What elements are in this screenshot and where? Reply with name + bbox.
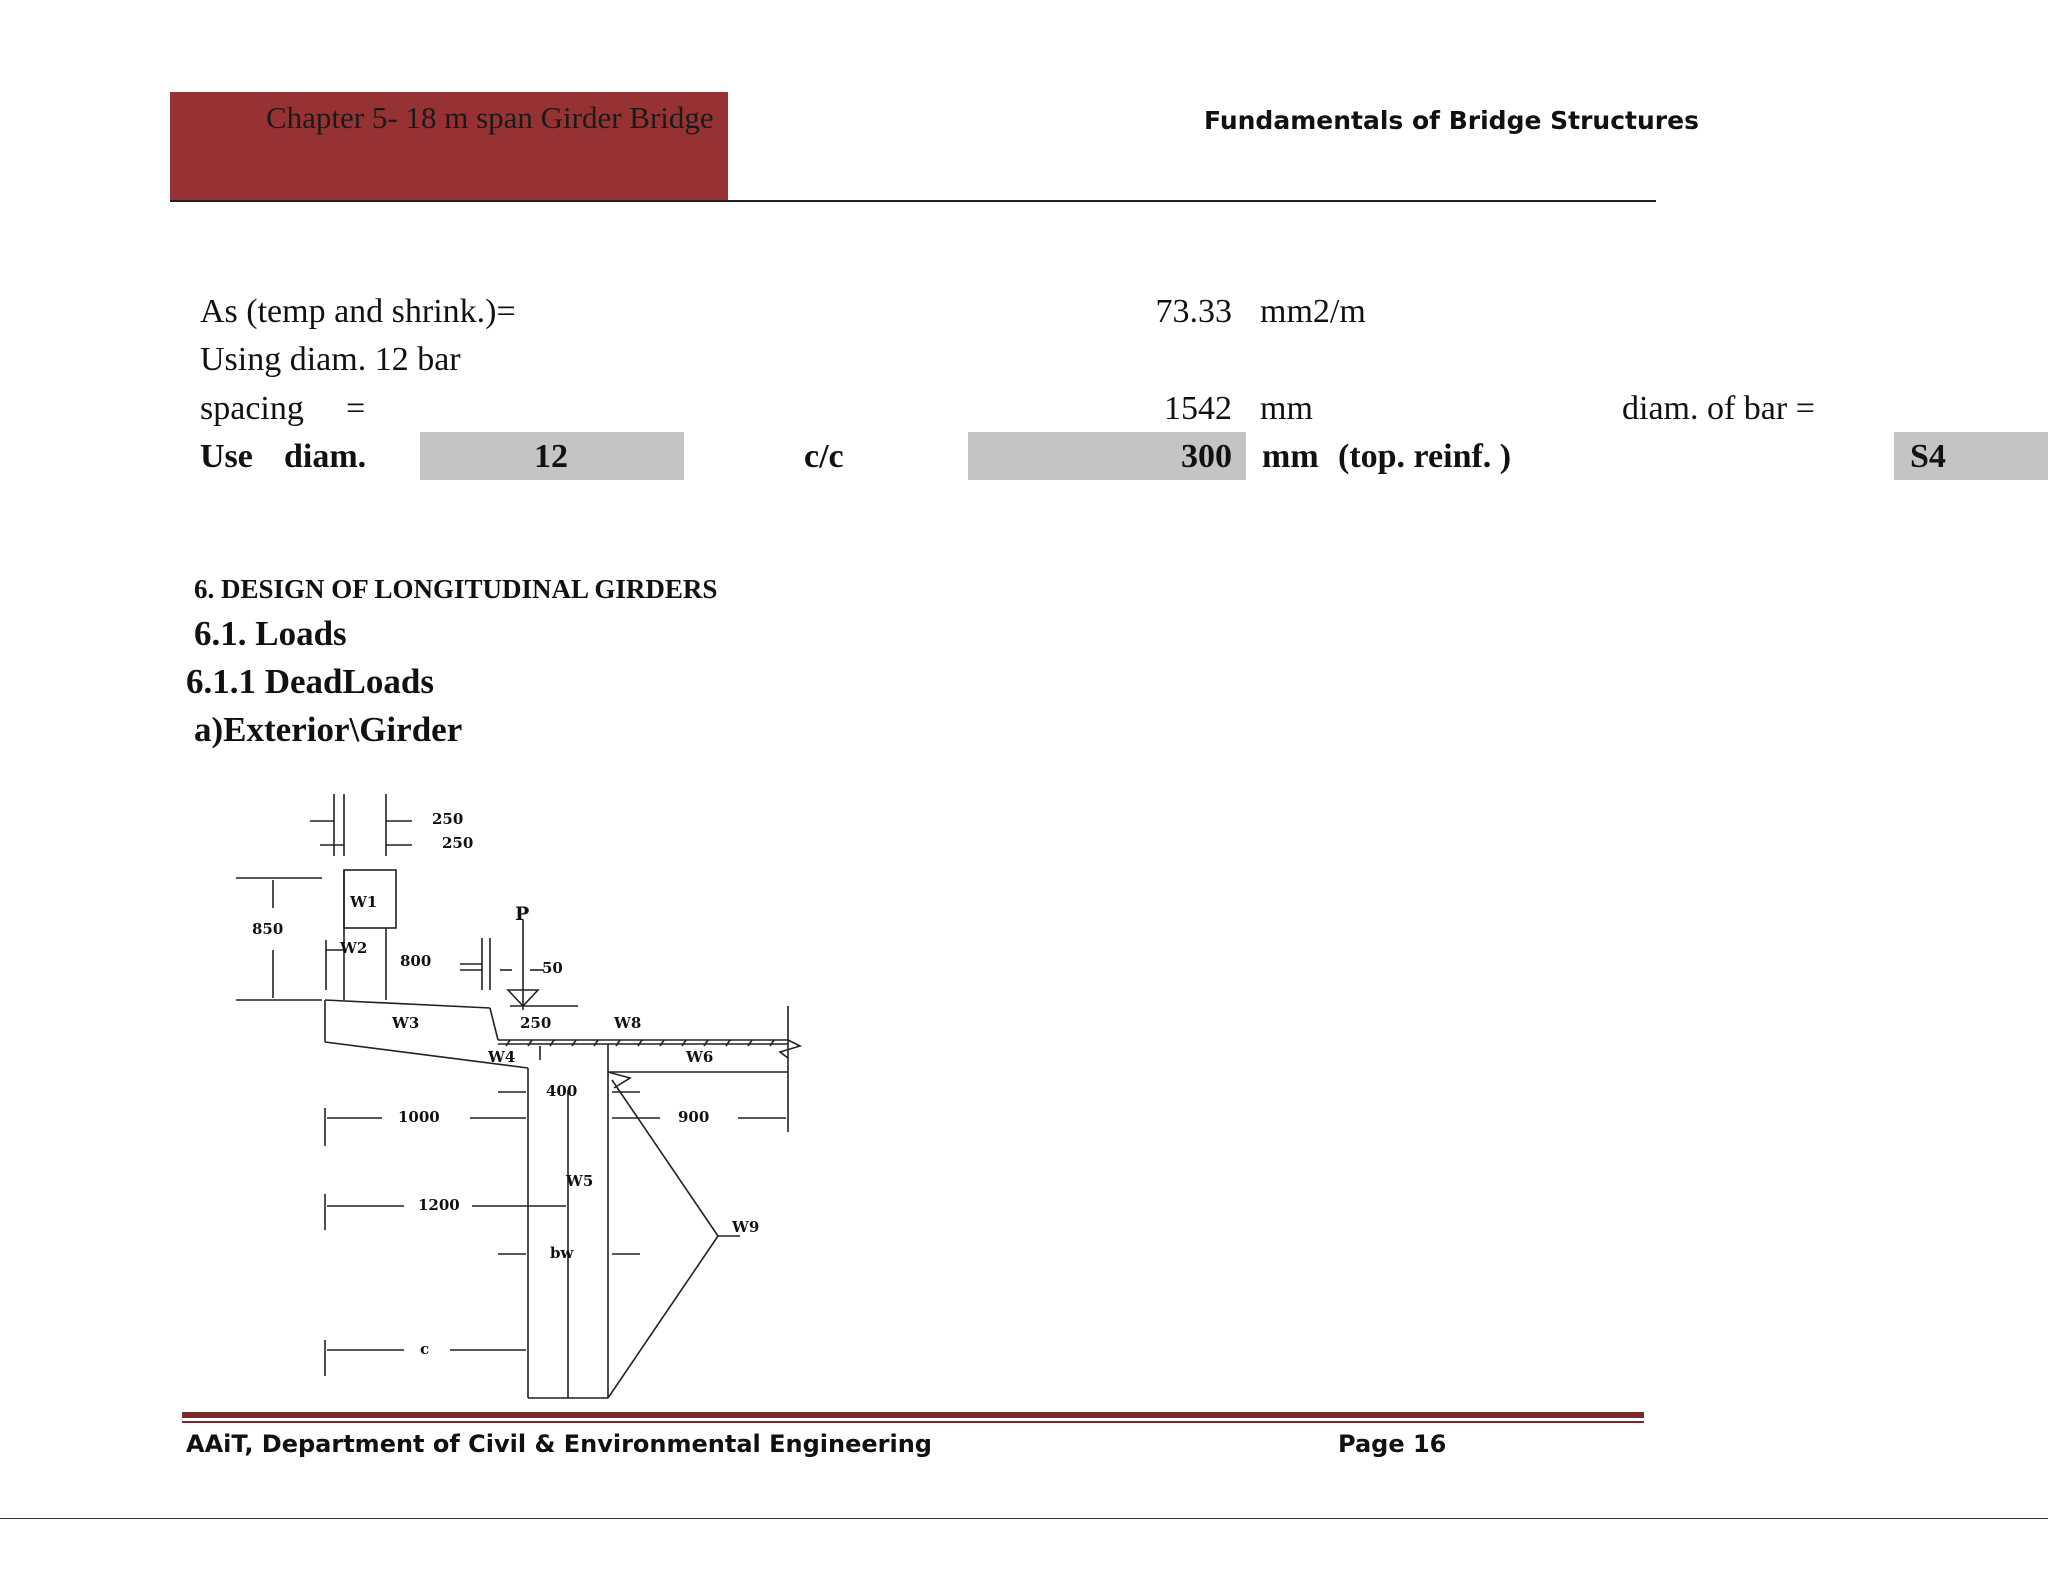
page-separator bbox=[0, 1518, 2048, 1519]
dim-bw: bw bbox=[550, 1244, 574, 1262]
dim-250-b: 250 bbox=[442, 834, 474, 852]
section-heading-6-1-1: 6.1.1 DeadLoads bbox=[186, 662, 434, 701]
section-heading-a: a)Exterior\Girder bbox=[194, 710, 463, 749]
as-label: As (temp and shrink.)= bbox=[200, 293, 516, 330]
diam-label: diam. bbox=[284, 438, 367, 475]
label-w2: W2 bbox=[340, 939, 368, 957]
footer-rule-thick bbox=[182, 1412, 1644, 1418]
label-w8: W8 bbox=[614, 1014, 642, 1032]
dim-1000: 1000 bbox=[398, 1108, 440, 1126]
label-w4: W4 bbox=[488, 1048, 516, 1066]
dim-800: 800 bbox=[400, 952, 432, 970]
s4-label: S4 bbox=[1910, 438, 1946, 475]
dim-c: c bbox=[420, 1340, 430, 1358]
section-heading-6-1: 6.1. Loads bbox=[194, 614, 347, 653]
spacing-label: spacing bbox=[200, 390, 304, 427]
as-value: 73.33 bbox=[1155, 293, 1232, 330]
label-w3: W3 bbox=[392, 1014, 420, 1032]
dim-250-a: 250 bbox=[432, 810, 464, 828]
chapter-title: Chapter 5- 18 m span Girder Bridge bbox=[266, 100, 714, 135]
label-w6: W6 bbox=[686, 1048, 714, 1066]
footer-department: AAiT, Department of Civil & Environmental Engineering bbox=[186, 1430, 932, 1458]
label-w1: W1 bbox=[350, 893, 378, 911]
use-label: Use bbox=[200, 438, 253, 475]
dim-1200: 1200 bbox=[418, 1196, 460, 1214]
using-bar-text: Using diam. 12 bar bbox=[200, 341, 461, 378]
section-heading-6: 6. DESIGN OF LONGITUDINAL GIRDERS bbox=[194, 574, 718, 604]
diam-value: 12 bbox=[534, 438, 568, 475]
cc-value: 300 bbox=[1181, 438, 1232, 475]
spacing-value: 1542 bbox=[1164, 390, 1232, 427]
label-p: P bbox=[515, 903, 530, 925]
top-reinf-label: (top. reinf. ) bbox=[1338, 438, 1512, 475]
spacing-unit: mm bbox=[1260, 390, 1313, 427]
diam-of-bar-label: diam. of bar = bbox=[1622, 390, 1815, 427]
spacing-equals: = bbox=[346, 390, 366, 427]
label-w5: W5 bbox=[566, 1172, 594, 1190]
as-unit: mm2/m bbox=[1260, 293, 1366, 330]
footer-rule-thin bbox=[182, 1421, 1644, 1423]
label-w9: W9 bbox=[732, 1218, 760, 1236]
dim-850: 850 bbox=[252, 920, 284, 938]
footer-page-number: Page 16 bbox=[1338, 1430, 1447, 1458]
dim-400: 400 bbox=[546, 1082, 578, 1100]
dim-50: 50 bbox=[542, 959, 563, 977]
dim-250-c: 250 bbox=[520, 1014, 552, 1032]
cc-label: c/c bbox=[804, 438, 844, 475]
mm-label: mm bbox=[1262, 438, 1319, 475]
book-title: Fundamentals of Bridge Structures bbox=[1204, 106, 1699, 135]
dim-900: 900 bbox=[678, 1108, 710, 1126]
